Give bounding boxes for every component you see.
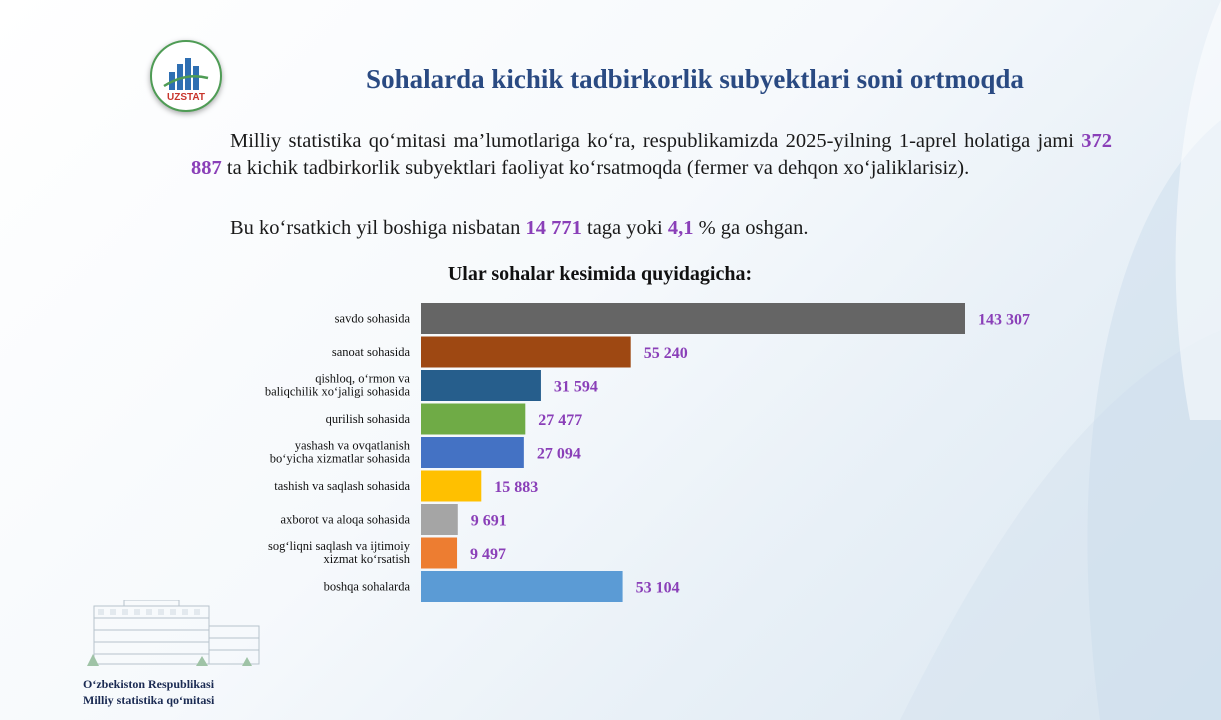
footer-line-2: Milliy statistika qo‘mitasi xyxy=(83,693,215,707)
bar-7 xyxy=(421,538,457,569)
value-label-2: 31 594 xyxy=(553,378,598,396)
bar-0 xyxy=(421,303,965,334)
category-label-2-1: baliqchilik xo‘jaligi sohasida xyxy=(264,384,410,399)
category-label-7-0: sog‘liqni saqlash va ijtimoiy xyxy=(267,539,410,553)
category-label-4-0: yashash va ovqatlanish xyxy=(294,438,410,453)
value-label-6: 9 691 xyxy=(470,512,507,530)
footer-line-1: O‘zbekiston Respublikasi xyxy=(83,677,215,691)
growth-count: 14 771 xyxy=(525,217,582,239)
total-count: 372 887 xyxy=(191,130,1112,179)
intro-text-end: ta kichik tadbirkorlik subyektlari faoliyat ko‘rsatmoqda (fermer va dehqon xo‘jaliklarisiz). xyxy=(221,157,970,179)
value-label-0: 143 307 xyxy=(978,311,1030,329)
chart-title: Ular sohalar kesimida quyidagicha: xyxy=(447,263,753,285)
category-label-7-1: xizmat ko‘rsatish xyxy=(323,552,410,566)
value-label-5: 15 883 xyxy=(494,479,539,496)
category-label-3: qurilish sohasida xyxy=(325,412,410,426)
bar-8 xyxy=(421,571,623,602)
bar-1 xyxy=(421,337,631,368)
bar-3 xyxy=(421,404,525,435)
category-label-6: axborot va aloqa sohasida xyxy=(280,512,410,527)
growth-text-mid: taga yoki xyxy=(581,217,668,239)
building-illustration xyxy=(84,600,264,670)
footer-org xyxy=(83,676,214,708)
bar-4 xyxy=(421,437,524,468)
intro-text-start: Milliy statistika qo‘mitasi ma’lumotlariga ko‘ra, respublikamizda 2025-yilning 1-aprel holatiga jami xyxy=(230,130,1082,152)
value-label-8: 53 104 xyxy=(635,579,680,597)
value-label-1: 55 240 xyxy=(643,345,688,362)
growth-percent: 4,1 xyxy=(667,217,694,239)
category-label-4-1: bo‘yicha xizmatlar sohasida xyxy=(269,451,410,466)
logo-label: UZSTAT xyxy=(167,92,205,103)
bar-5 xyxy=(421,471,481,502)
category-label-0: savdo sohasida xyxy=(334,311,410,326)
category-label-2-0: qishloq, o‘rmon va xyxy=(315,371,410,386)
bar-2 xyxy=(421,370,541,401)
category-label-8: boshqa sohalarda xyxy=(323,579,410,594)
growth-text-start: Bu ko‘rsatkich yil boshiga nisbatan xyxy=(230,217,526,239)
category-label-5: tashish va saqlash sohasida xyxy=(274,479,410,493)
value-label-7: 9 497 xyxy=(470,546,507,563)
page-title: Sohalarda kichik tadbirkorlik subyektlari soni ortmoqda xyxy=(366,64,1024,94)
growth-text-end: % ga oshgan. xyxy=(693,217,809,239)
value-label-4: 27 094 xyxy=(536,445,581,463)
bar-6 xyxy=(421,504,458,535)
value-label-3: 27 477 xyxy=(538,412,583,429)
category-label-1: sanoat sohasida xyxy=(331,345,410,359)
